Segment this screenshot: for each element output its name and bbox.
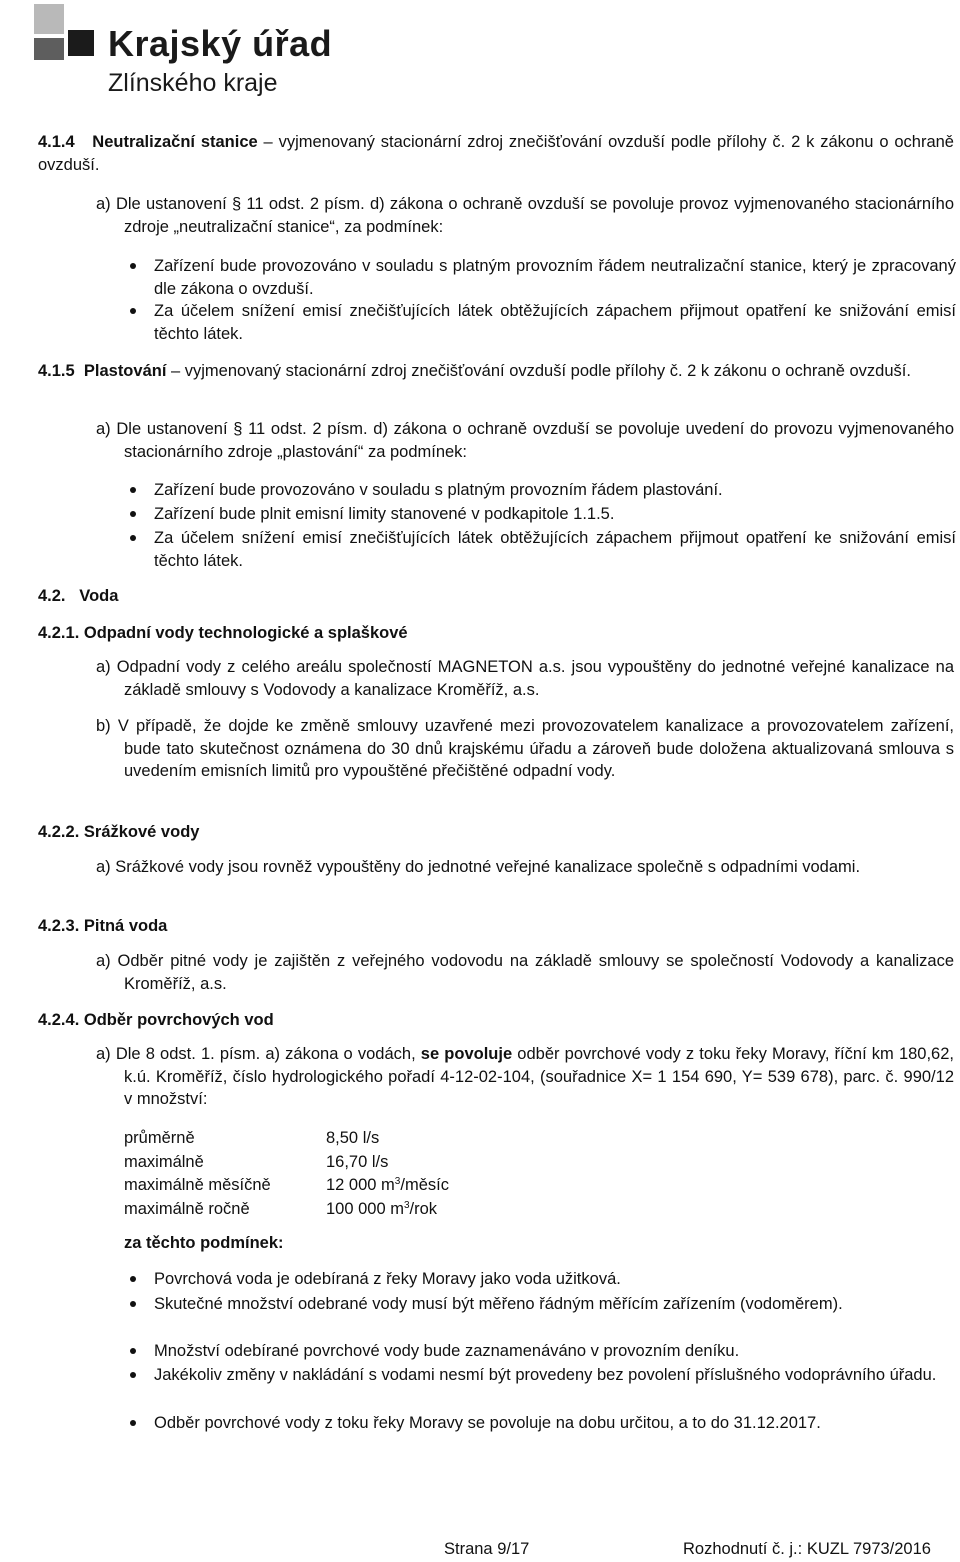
logo-name-line2: Zlínského kraje xyxy=(108,69,278,97)
section-4-2-4-bullet-1: Povrchová voda je odebíraná z řeky Moravy jako voda užitková. xyxy=(126,1268,956,1291)
section-number: 4.2.1. xyxy=(38,624,80,642)
section-desc: – vyjmenovaný stacionární zdroj znečišťování ovzduší podle přílohy č. 2 k zákonu o ochraně ovzduší. xyxy=(38,133,954,174)
section-4-1-5-item-a: a) Dle ustanovení § 11 odst. 2 písm. d) zákona o ochraně ovzduší se povoluje uvedení do provozu vyjmenovaného stacionárního zdroje „plastování“ za podmínek: xyxy=(96,420,954,461)
section-4-1-4-bullet-1: Zařízení bude provozováno v souladu s platným provozním řádem neutralizační stanice, který je zpracovaný dle zákona o ovzduší. xyxy=(126,255,956,300)
quantity-row xyxy=(124,1127,624,1151)
section-4-1-4-bullet-2: Za účelem snížení emisí znečišťujících látek obtěžujících zápachem přijmout opatření ke snižování emisí těchto látek. xyxy=(126,300,956,345)
section-4-2-3-heading xyxy=(38,915,167,938)
conditions-title: za těchto podmínek: xyxy=(124,1234,284,1252)
section-4-2-4-bullet-5: Odběr povrchové vody z toku řeky Moravy se povoluje na dobu určitou, a to do 31.12.2017. xyxy=(126,1412,956,1435)
section-4-1-5-bullet-2: Zařízení bude plnit emisní limity stanovené v podkapitole 1.1.5. xyxy=(126,503,956,526)
logo-name-line1: Krajský úřad xyxy=(108,23,333,64)
quantity-label: maximálně ročně xyxy=(124,1199,250,1218)
item-a-text-pre: a) Dle 8 odst. 1. písm. a) zákona o vodách, xyxy=(96,1045,421,1063)
section-number: 4.2.3. xyxy=(38,917,80,935)
quantity-value: 100 000 $m^3$/rok xyxy=(326,1199,438,1218)
section-4-1-4-item-a: a) Dle ustanovení § 11 odst. 2 písm. d) zákona o ochraně ovzduší se povoluje provoz vyjmenovaného stacionárního zdroje „neutralizační stanice“, za podmínek: xyxy=(96,195,954,236)
logo xyxy=(0,0,333,100)
quantity-label: průměrně xyxy=(124,1129,195,1147)
page-number: Strana 9/17 xyxy=(444,1540,530,1558)
section-4-2-2-item-a: a) Srážkové vody jsou rovněž vypouštěny do jednotné veřejné kanalizace společně s odpadními vodami. xyxy=(96,858,861,876)
section-4-2-4-item-a xyxy=(96,1043,954,1111)
section-title: Pitná voda xyxy=(83,917,168,935)
item-a-text-bold: se povoluje xyxy=(420,1045,513,1063)
section-title: Odpadní vody technologické a splaškové xyxy=(83,624,408,642)
section-4-2-heading xyxy=(38,585,118,608)
section-title: Neutralizační stanice xyxy=(92,133,258,151)
quantity-label: maximálně xyxy=(124,1152,204,1171)
section-4-2-4-bullet-3: Množství odebírané povrchové vody bude zaznamenáváno v provozním deníku. xyxy=(126,1340,956,1363)
quantity-row xyxy=(124,1198,624,1222)
quantity-value: 16,70 l/s xyxy=(326,1152,389,1171)
section-title: Odběr povrchových vod xyxy=(83,1011,274,1029)
section-number: 4.1.4 xyxy=(38,133,75,151)
section-4-1-4-heading xyxy=(38,131,954,176)
section-4-2-1-item-a: a) Odpadní vody z celého areálu společností MAGNETON a.s. jsou vypouštěny do jednotné veřejné kanalizace na základě smlouvy s Vodovody a kanalizace Kroměříž, a.s. xyxy=(96,658,954,699)
section-4-2-4-heading xyxy=(38,1009,274,1032)
section-4-1-5-bullet-1: Zařízení bude provozováno v souladu s platným provozním řádem plastování. xyxy=(126,479,956,502)
section-4-2-4-bullet-2: Skutečné množství odebrané vody musí být měřeno řádným měřícím zařízením (vodoměrem). xyxy=(126,1293,956,1316)
quantities-table xyxy=(124,1127,624,1221)
section-number: 4.2. xyxy=(38,587,66,605)
quantity-row xyxy=(124,1151,624,1175)
section-title: Voda xyxy=(79,587,119,605)
section-title: Plastování xyxy=(83,362,167,380)
logo-square-dark xyxy=(68,30,94,56)
section-4-1-5-bullet-3: Za účelem snížení emisí znečišťujících látek obtěžujících zápachem přijmout opatření ke snižování emisí těchto látek. xyxy=(126,527,956,572)
quantity-row xyxy=(124,1174,624,1198)
section-4-2-1-heading xyxy=(38,622,408,645)
section-number: 4.2.4. xyxy=(38,1011,80,1029)
section-4-2-1-item-b: b) V případě, že dojde ke změně smlouvy uzavřené mezi provozovatelem kanalizace a provozovatelem zařízení, bude tato skutečnost oznámena do 30 dnů krajskému úřadu a zároveň bude doložena aktualizovaná smlouva s uvedením emisních limitů pro vypouštěné přečištěné odpadní vody. xyxy=(96,717,954,780)
section-desc: – vyjmenovaný stacionární zdroj znečišťování ovzduší podle přílohy č. 2 k zákonu o ochraně ovzduší. xyxy=(166,362,911,380)
quantity-value: 12 000 $m^3$/měsíc xyxy=(326,1176,449,1194)
quantity-value: 8,50 l/s xyxy=(326,1129,380,1147)
section-4-2-2-heading xyxy=(38,821,199,844)
quantity-label: maximálně měsíčně xyxy=(124,1176,271,1194)
section-title: Srážkové vody xyxy=(83,823,200,841)
logo-square-mid xyxy=(34,38,64,60)
section-number: 4.2.2. xyxy=(38,823,80,841)
logo-square-light xyxy=(34,4,64,34)
document-reference: Rozhodnutí č. j.: KUZL 7973/2016 xyxy=(683,1540,931,1558)
section-number: 4.1.5 xyxy=(38,362,75,380)
item-a-text-post: odběr povrchové vody z toku řeky Moravy, říční km 180,62, k.ú. Kroměříž, číslo hydrologického pořadí 4-12-02-104, (souřadnice X= 1 154 690, Y= 539 678), parc. č. 990/12 v množství: xyxy=(124,1045,954,1108)
section-4-2-3-item-a: a) Odběr pitné vody je zajištěn z veřejného vodovodu na základě smlouvy se společností Vodovody a kanalizace Kroměříž, a.s. xyxy=(96,952,954,993)
section-4-2-4-bullet-4: Jakékoliv změny v nakládání s vodami nesmí být provedeny bez povolení příslušného vodoprávního úřadu. xyxy=(126,1364,956,1387)
section-4-1-5-heading xyxy=(38,360,954,383)
